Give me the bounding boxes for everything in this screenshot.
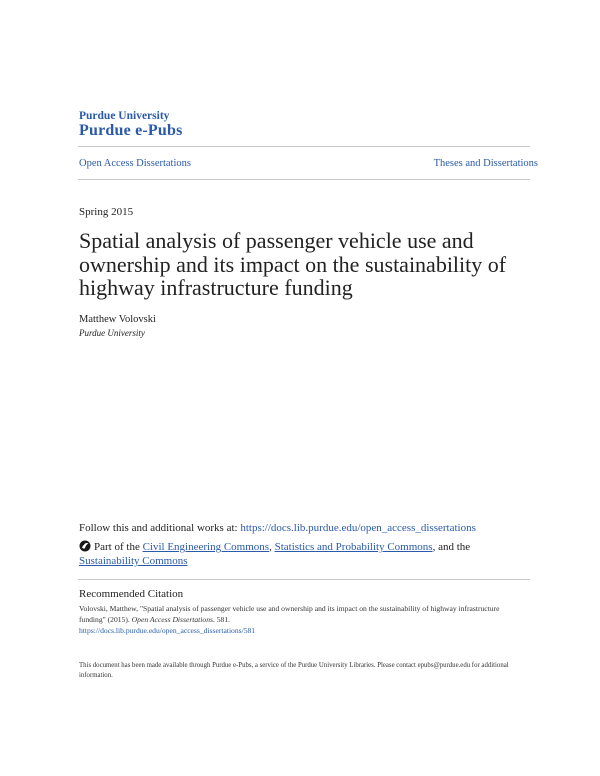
part-of-commons	[79, 540, 519, 568]
title-line-3: highway infrastructure funding	[79, 275, 353, 300]
citation-text-b: . 581.	[212, 615, 231, 624]
author-affiliation: Purdue University	[79, 328, 145, 338]
follow-url-link[interactable]: https://docs.lib.purdue.edu/open_access_dissertations	[240, 522, 476, 534]
citation-journal: Open Access Dissertations	[131, 615, 213, 624]
header-rule-top	[78, 146, 530, 147]
nav-theses-and-dissertations[interactable]: Theses and Dissertations	[433, 158, 538, 169]
citation-text-a: Volovski, Matthew, "Spatial analysis of passenger vehicle use and ownership and its impact on the sustainability of highway infrastructure funding" (2015).	[79, 604, 500, 624]
civil-engineering-commons-link[interactable]: Civil Engineering Commons	[142, 541, 270, 553]
part-of-sep-2: , and the	[432, 541, 471, 553]
title-line-1: Spatial analysis of passenger vehicle use and	[79, 228, 474, 253]
citation-rule	[78, 579, 530, 580]
header-rule-bottom	[78, 179, 530, 180]
repository-name[interactable]: Purdue e-Pubs	[79, 122, 183, 139]
part-of-prefix: Part of the	[94, 541, 143, 553]
nav-open-access-dissertations[interactable]: Open Access Dissertations	[79, 158, 191, 169]
institution-name: Purdue University	[79, 110, 170, 122]
citation-url-link[interactable]: https://docs.lib.purdue.edu/open_access_dissertations/581	[79, 626, 256, 635]
statistics-probability-commons-link[interactable]: Statistics and Probability Commons	[274, 541, 433, 553]
document-title	[79, 229, 519, 300]
recommended-citation-heading: Recommended Citation	[79, 588, 184, 600]
bepress-commons-icon	[79, 540, 91, 552]
publication-date: Spring 2015	[79, 206, 134, 218]
follow-line	[79, 522, 476, 534]
part-of-sep-1: ,	[269, 541, 275, 553]
recommended-citation-text	[79, 603, 519, 636]
availability-notice: This document has been made available through Purdue e-Pubs, a service of the Purdue University Libraries. Please contact epubs@purdue.edu for additional information.	[79, 662, 509, 679]
follow-label: Follow this and additional works at:	[79, 522, 241, 534]
sustainability-commons-link[interactable]: Sustainability Commons	[79, 555, 188, 567]
title-line-2: ownership and its impact on the sustainability of	[79, 251, 507, 277]
author-name: Matthew Volovski	[79, 314, 156, 325]
